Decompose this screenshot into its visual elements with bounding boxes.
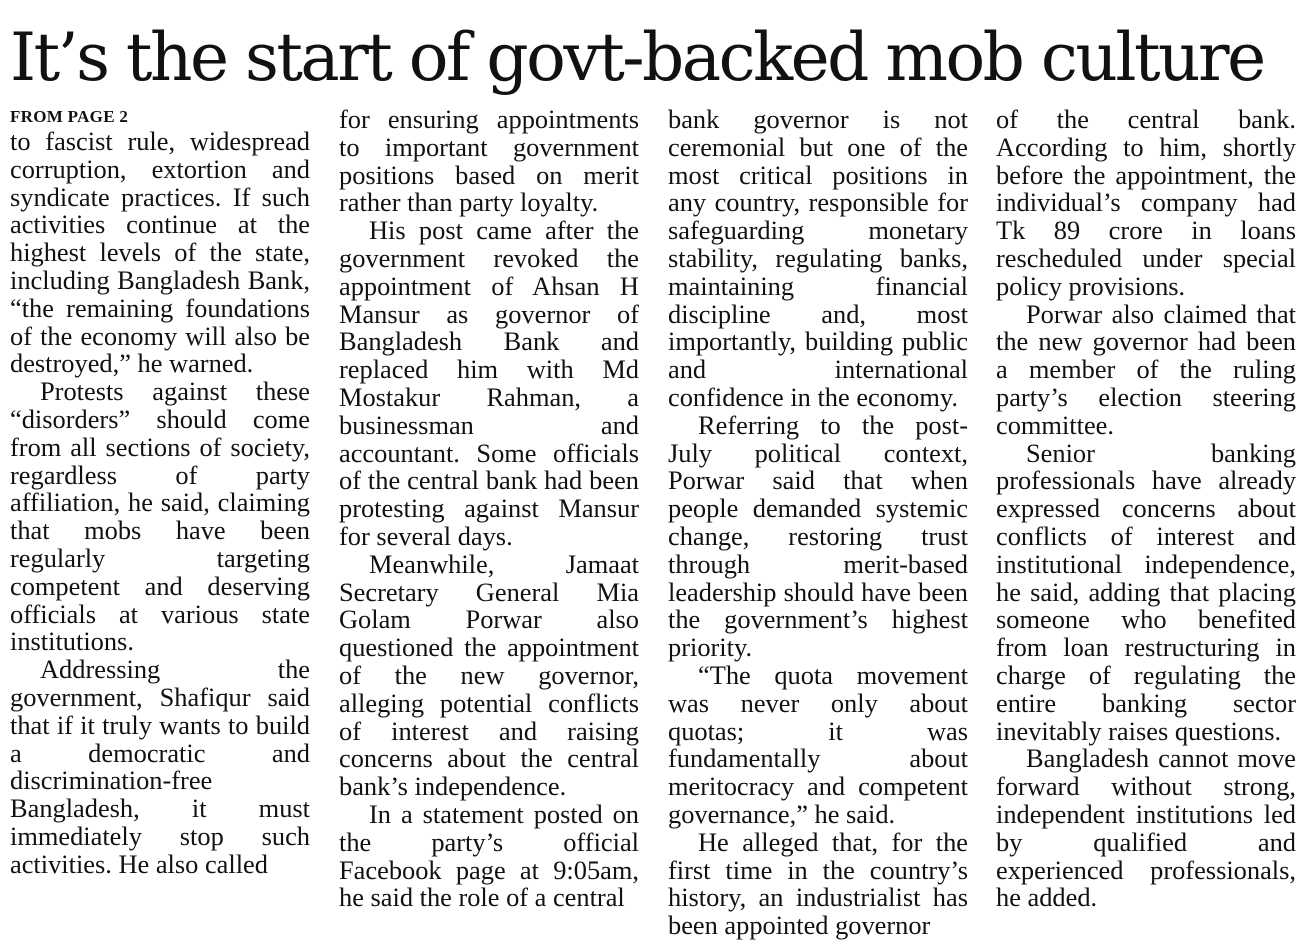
article-column-1 bbox=[10, 106, 310, 879]
paragraph: In a statement posted on the party’s official Facebook page at 9:05am, he said the role of a central bbox=[339, 798, 639, 913]
paragraph: for ensuring appointments to important government positions based on merit rather than party loyalty. bbox=[339, 104, 639, 218]
paragraph: Addressing the government, Shafiqur said that if it truly wants to build a democratic and discrimination-free Bangladesh, it must immediately stop such activities. He also called bbox=[10, 654, 310, 879]
paragraph: He alleged that, for the first time in the country’s history, an industrialist has been appointed governor bbox=[668, 826, 968, 940]
article-column-2 bbox=[339, 106, 639, 912]
paragraph: “The quota movement was never only about quotas; it was fundamentally about meritocracy and competent governance,” he said. bbox=[668, 659, 968, 829]
paragraph: Meanwhile, Jamaat Secretary General Mia Golam Porwar also questioned the appointment of the new governor, alleging potential conflicts of interest and raising concerns about the central bank’s independence. bbox=[339, 548, 639, 802]
paragraph: Bangladesh cannot move forward without strong, independent institutions led by qualified and experienced professionals, he added. bbox=[996, 743, 1296, 913]
paragraph: Protests against these “disorders” should come from all sections of society, regardless of party affiliation, he said, claiming that mobs have been regularly targeting competent and deserving officials at various state institutions. bbox=[10, 376, 310, 657]
article-column-4 bbox=[996, 106, 1296, 912]
paragraph: of the central bank. According to him, shortly before the appointment, the individual’s company had Tk 89 crore in loans rescheduled under special policy provisions. bbox=[996, 104, 1296, 301]
paragraph: bank governor is not ceremonial but one of the most critical positions in any country, responsible for safeguarding monetary stability, regulating banks, maintaining financial discipline and, most importantly, building public and international confidence in the economy. bbox=[668, 104, 968, 412]
headline: It’s the start of govt-backed mob culture bbox=[10, 19, 1264, 96]
paragraph: Porwar also claimed that the new governor had been a member of the ruling party’s election steering committee. bbox=[996, 298, 1296, 440]
paragraph: to fascist rule, widespread corruption, extortion and syndicate practices. If such activities continue at the highest levels of the state, including Bangladesh Bank, “the remaining foundations of the economy will also be destroyed,” he warned. bbox=[10, 126, 310, 379]
paragraph: His post came after the government revoked the appointment of Ahsan H Mansur as governor of Bangladesh Bank and replaced him with Md Mostakur Rahman, a businessman and accountant. Some officials of the central bank had been protesting against Mansur for several days. bbox=[339, 215, 639, 551]
paragraph: Senior banking professionals have already expressed concerns about conflicts of interest and institutional independence, he said, adding that placing someone who benefited from loan restructuring in charge of regulating the entire banking sector inevitably raises questions. bbox=[996, 437, 1296, 746]
paragraph: Referring to the post-July political context, Porwar said that when people demanded systemic change, restoring trust through merit-based leadership should have been the government’s highest priority. bbox=[668, 409, 968, 663]
article-column-3 bbox=[668, 106, 968, 940]
jump-label: FROM PAGE 2 bbox=[10, 107, 129, 126]
